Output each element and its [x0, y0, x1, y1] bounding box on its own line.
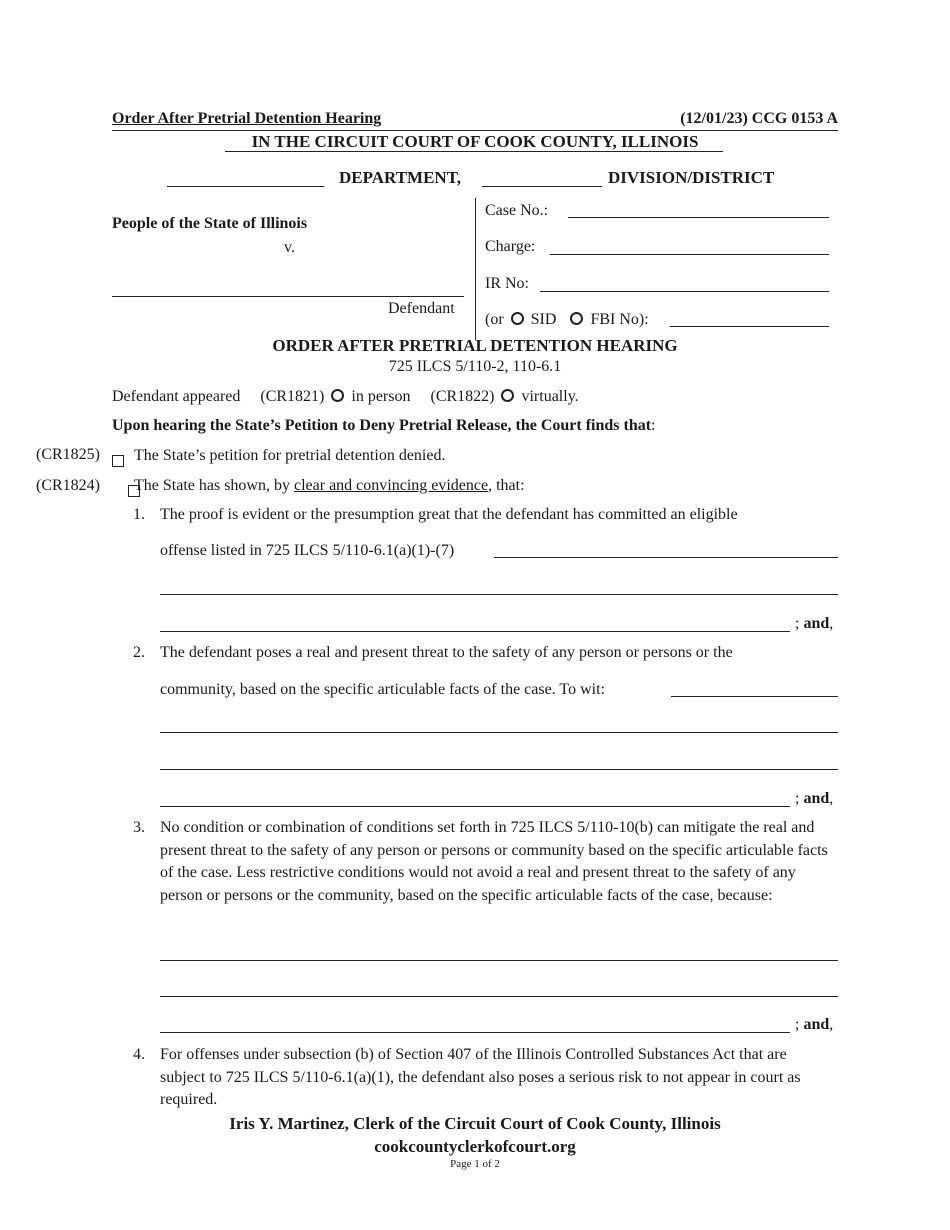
item4-text: For offenses under subsection (b) of Section 407 of the Illinois Controlled Substances Act that are subject to 725 ILCS 5/110-6.1(a)(1), the defendant also poses a serious risk to not appear in court as required. [160, 1046, 801, 1108]
item3-blank-line[interactable] [160, 996, 838, 997]
fbi-radio[interactable] [570, 312, 583, 325]
item1-blank-line[interactable] [160, 594, 838, 595]
sid-label: SID [530, 311, 557, 328]
charge-label: Charge: [485, 238, 536, 255]
ir-no-field[interactable] [540, 291, 829, 292]
item3-number: 3. [133, 819, 145, 836]
clerk-website: cookcountyclerkofcourt.org [374, 1137, 576, 1156]
item3-text: No condition or combination of conditions set forth in 725 ILCS 5/110-10(b) can mitigate the real and present threat to the safety of any person or persons or community based on the specific articulable facts of the case. Less restrictive conditions would not avoid a real and present threat to the safety of any person or persons or the community, based on the specific articulable facts of the case, because: [160, 819, 828, 904]
findings-intro: Upon hearing the State’s Petition to Deny Pretrial Release, the Court finds that [112, 417, 652, 434]
caption-divider [475, 198, 476, 340]
plaintiff: People of the State of Illinois [112, 215, 308, 232]
item1-offense-blank[interactable] [494, 557, 838, 558]
in-person-code: (CR1821) [260, 388, 325, 405]
item2-facts-blank[interactable] [671, 696, 838, 697]
item2-line2: community, based on the specific articulable facts of the case. To wit: [160, 681, 605, 698]
form-code: (12/01/23) CCG 0153 A [680, 110, 838, 127]
court-name-rule [225, 151, 723, 152]
item2-and [795, 790, 833, 808]
option-shown-post: , that: [488, 477, 525, 494]
virtual-label: virtually. [521, 388, 579, 405]
item3-blank-line-final[interactable] [160, 1032, 790, 1033]
or-label: (or [485, 311, 504, 328]
item1-line2: offense listed in 725 ILCS 5/110-6.1(a)(1)-(7) [160, 542, 455, 559]
id-type-row [485, 311, 649, 329]
department-label: DEPARTMENT, [339, 168, 462, 187]
and-word: and [803, 1016, 830, 1033]
item3-and [795, 1016, 833, 1034]
id-number-field[interactable] [670, 326, 829, 327]
defendant-label: Defendant [388, 300, 455, 317]
in-person-radio[interactable] [331, 389, 344, 402]
option-shown-underlined: clear and convincing evidence [293, 477, 489, 494]
defendant-name-blank[interactable] [112, 296, 464, 297]
court-name: IN THE CIRCUIT COURT OF COOK COUNTY, ILLINOIS [251, 132, 699, 151]
order-statute: 725 ILCS 5/110-2, 110-6.1 [388, 358, 562, 375]
in-person-label: in person [351, 388, 411, 405]
division-blank[interactable] [482, 186, 602, 187]
findings-intro-colon: : [651, 417, 656, 434]
option-denied-text: The State’s petition for pretrial detention denied. [134, 447, 446, 464]
form-title: Order After Pretrial Detention Hearing [112, 110, 382, 127]
clerk-name: Iris Y. Martinez, Clerk of the Circuit Court of Cook County, Illinois [229, 1114, 721, 1133]
option-shown-code: (CR1824) [36, 477, 100, 494]
item1-and [795, 615, 833, 633]
page-number: Page 1 of 2 [450, 1158, 500, 1170]
ir-no-label: IR No: [485, 275, 529, 292]
option-shown-pre: The State has shown, by [134, 477, 294, 494]
and-comma: , [829, 1016, 834, 1033]
appearance-label: Defendant appeared [112, 388, 241, 405]
sid-radio[interactable] [511, 312, 524, 325]
and-word: and [803, 615, 830, 632]
department-blank[interactable] [167, 186, 324, 187]
fbi-label: FBI No): [590, 311, 649, 328]
item4-number: 4. [133, 1046, 145, 1063]
and-word: and [803, 790, 830, 807]
case-no-field[interactable] [568, 217, 829, 218]
item3-blank-line[interactable] [160, 960, 838, 961]
order-title: ORDER AFTER PRETRIAL DETENTION HEARING [272, 336, 678, 355]
item2-number: 2. [133, 644, 145, 661]
item2-blank-line[interactable] [160, 769, 838, 770]
findings-intro-row [112, 417, 656, 435]
and-semicolon: ; [795, 615, 800, 632]
item2-blank-line-final[interactable] [160, 806, 790, 807]
and-semicolon: ; [795, 790, 800, 807]
option-denied-code: (CR1825) [36, 446, 100, 463]
item1-blank-line-final[interactable] [160, 631, 790, 632]
header-rule [112, 130, 838, 131]
and-comma: , [829, 615, 834, 632]
virtual-radio[interactable] [501, 389, 514, 402]
versus: v. [284, 239, 295, 256]
item1-number: 1. [133, 506, 145, 523]
and-comma: , [829, 790, 834, 807]
and-semicolon: ; [795, 1016, 800, 1033]
charge-field[interactable] [550, 254, 829, 255]
option-shown-text [134, 477, 525, 495]
division-label: DIVISION/DISTRICT [608, 168, 775, 187]
item2-blank-line[interactable] [160, 732, 838, 733]
appearance-row [112, 388, 579, 406]
item2-line1: The defendant poses a real and present threat to the safety of any person or persons or the [160, 644, 733, 661]
case-no-label: Case No.: [485, 202, 549, 219]
option-denied-checkbox[interactable] [112, 455, 124, 467]
virtual-code: (CR1822) [430, 388, 495, 405]
item1-line1: The proof is evident or the presumption great that the defendant has committed an eligible [160, 506, 738, 523]
